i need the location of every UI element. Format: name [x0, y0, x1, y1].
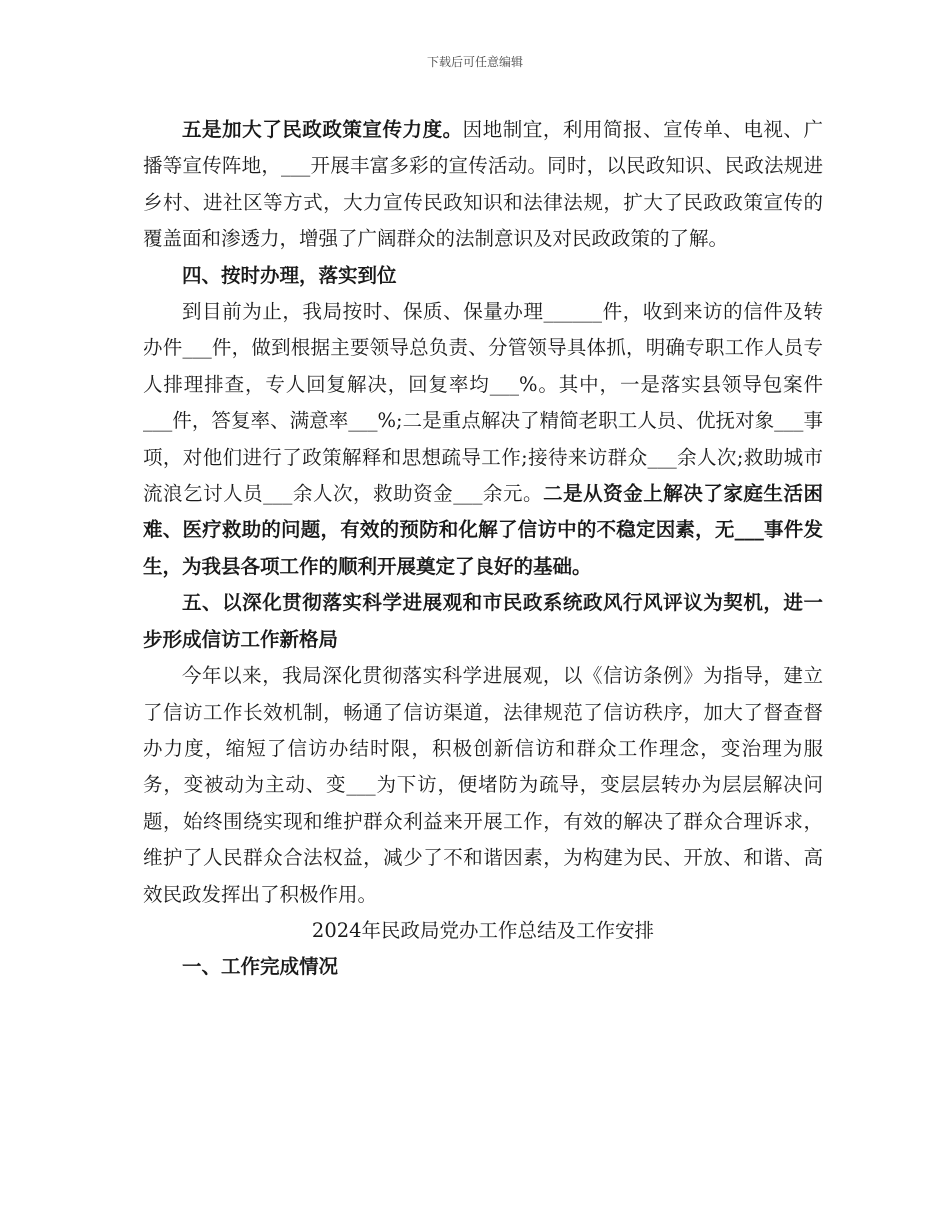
paragraph-lead: 五是加大了民政政策宣传力度。: [182, 118, 463, 141]
paragraph-publicity: [143, 112, 823, 258]
paragraph-bold-text: 二是从资金上解决了家庭生活困难、医疗救助的问题，有效的预防和化解了信访中的不稳定因素，无___事件发生，为我县各项工作的顺利开展奠定了良好的基础。: [143, 482, 823, 578]
paragraph-handling: [143, 294, 823, 585]
section-heading-4: 四、按时办理，落实到位: [182, 263, 397, 287]
document-body: [143, 112, 823, 986]
paragraph-text: 到目前为止，我局按时、保质、保量办理______件，收到来访的信件及转办件___件，做到根据主要领导总负责、分管领导具体抓，明确专职工作人员专人排理排查，专人回复解决，回复率均___%。其中，一是落实县领导包案件___件，答复率、满意率___%;二是重点解决了精简老职工人员、优抚对象___事项，对他们进行了政策解释和思想疏导工作;接待来访群众___余人次;救助城市流浪乞讨人员___余人次，救助资金___余元。: [143, 300, 823, 506]
page-header: 下载后可任意编辑: [426, 55, 523, 69]
document-title: 2024年民政局党办工作总结及工作安排: [311, 918, 655, 942]
paragraph-text: 因地制宜，利用简报、宣传单、电视、广播等宣传阵地，___开展丰富多彩的宣传活动。同时，以民政知识、民政法规进乡村、进社区等方式，大力宣传民政知识和法律法规，扩大了民政政策宣传的覆盖面和渗透力，增强了广阔群众的法制意识及对民政政策的了解。: [143, 118, 823, 251]
section-heading-5: 五、以深化贯彻落实科学进展观和市民政系统政风行风评议为契机，进一步形成信访工作新格局: [143, 591, 823, 651]
section-heading-1: 一、工作完成情况: [182, 955, 339, 979]
paragraph-new-pattern: 今年以来，我局深化贯彻落实科学进展观，以《信访条例》为指导，建立了信访工作长效机制，畅通了信访渠道，法律规范了信访秩序，加大了督查督办力度，缩短了信访办结时限，积极创新信访和群众工作理念，变治理为服务，变被动为主动、变___为下访，便堵防为疏导，变层层转办为层层解决问题，始终围绕实现和维护群众利益来开展工作，有效的解决了群众合理诉求，维护了人民群众合法权益，减少了不和谐因素，为构建为民、开放、和谐、高效民政发挥出了积极作用。: [143, 664, 823, 906]
